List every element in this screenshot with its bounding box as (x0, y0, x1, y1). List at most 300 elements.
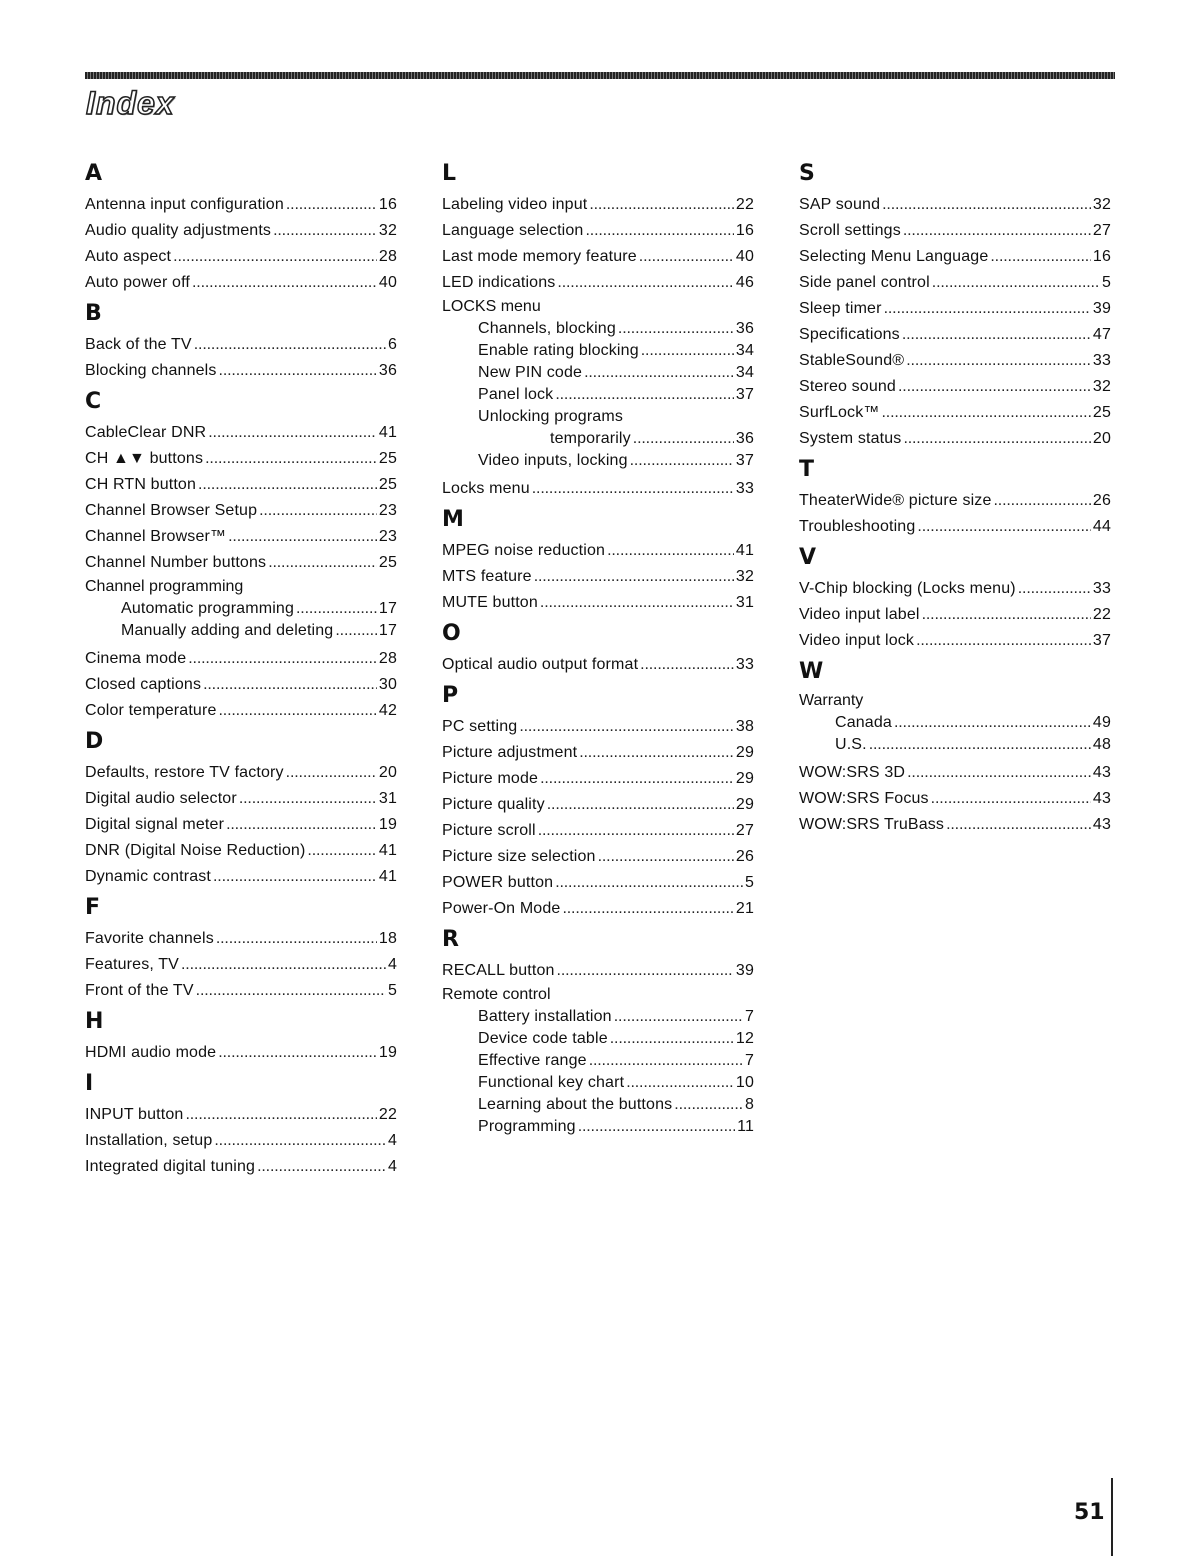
entry-page: 36 (378, 362, 397, 379)
entry-text: Automatic programming (121, 600, 294, 617)
dot-leader (181, 952, 386, 978)
index-entry (85, 698, 397, 724)
entry-text: RECALL button (442, 962, 555, 979)
section-letter: H (85, 1009, 104, 1034)
entry-page: 34 (735, 342, 754, 359)
dot-leader (219, 358, 377, 384)
entry-page: 16 (1092, 248, 1111, 265)
entry-page: 30 (378, 676, 397, 693)
entry-text: CH ▲▼ buttons (85, 450, 204, 467)
dot-leader (257, 1154, 386, 1180)
index-entry (799, 786, 1111, 812)
entry-text: Video input lock (799, 632, 915, 649)
index-entry (85, 786, 397, 812)
entry-text: Specifications (799, 326, 900, 343)
dot-leader (585, 218, 733, 244)
entry-page: 16 (735, 222, 754, 239)
entry-page: 40 (735, 248, 754, 265)
entry-text: Cinema mode (85, 650, 187, 667)
index-entry (799, 296, 1111, 322)
entry-page: 33 (735, 480, 754, 497)
index-entry (442, 362, 754, 384)
index-entry (85, 192, 397, 218)
dot-leader (578, 1116, 735, 1138)
dot-leader (898, 374, 1091, 400)
entry-text: MPEG noise reduction (442, 542, 606, 559)
index-section (799, 658, 1111, 838)
index-entry (85, 270, 397, 296)
entry-page: 23 (378, 502, 397, 519)
entry-page: 48 (1092, 736, 1111, 753)
dot-leader (268, 550, 377, 576)
index-entry (442, 766, 754, 792)
index-entry (442, 384, 754, 406)
entry-text: Color temperature (85, 702, 217, 719)
section-letter: P (442, 683, 459, 708)
dot-leader (286, 192, 377, 218)
dot-leader (239, 786, 377, 812)
dot-leader (990, 244, 1091, 270)
dot-leader (630, 450, 734, 472)
dot-leader (203, 672, 377, 698)
index-entry (442, 340, 754, 362)
index-entry (442, 538, 754, 564)
entry-text: MUTE button (442, 594, 538, 611)
index-entry (799, 734, 1111, 756)
index-entry (442, 218, 754, 244)
entry-text: Last mode memory feature (442, 248, 637, 265)
dot-leader (194, 332, 386, 358)
entry-page: 5 (387, 982, 397, 999)
entry-page: 26 (735, 848, 754, 865)
entry-text: Device code table (478, 1030, 608, 1047)
entry-text: System status (799, 430, 902, 447)
dot-leader (931, 786, 1091, 812)
dot-leader (607, 538, 734, 564)
entry-page: 42 (378, 702, 397, 719)
dot-leader (335, 620, 377, 642)
dot-leader (555, 870, 743, 896)
index-entry (799, 576, 1111, 602)
entry-text: Integrated digital tuning (85, 1158, 256, 1175)
entry-page: 12 (735, 1030, 754, 1047)
entry-text: SurfLock™ (799, 404, 880, 421)
entry-text: Auto power off (85, 274, 190, 291)
entry-text: DNR (Digital Noise Reduction) (85, 842, 306, 859)
index-section (85, 300, 397, 384)
index-entry (799, 602, 1111, 628)
index-entry (442, 1072, 754, 1094)
entry-page: 22 (735, 196, 754, 213)
index-section (85, 1070, 397, 1180)
dot-leader (932, 270, 1100, 296)
entry-text: HDMI audio mode (85, 1044, 217, 1061)
dot-leader (882, 400, 1091, 426)
index-entry (85, 472, 397, 498)
dot-leader (532, 476, 734, 502)
index-entry (85, 498, 397, 524)
entry-page: 34 (735, 364, 754, 381)
entry-text: Picture adjustment (442, 744, 578, 761)
dot-leader (589, 192, 734, 218)
index-entry-group (442, 984, 754, 1138)
entry-text: Channels, blocking (478, 320, 616, 337)
entry-text: Manually adding and deleting (121, 622, 334, 639)
entry-text: Locks menu (442, 480, 530, 497)
dot-leader (598, 844, 734, 870)
entry-text: Channel Number buttons (85, 554, 267, 571)
index-entry (799, 244, 1111, 270)
dot-leader (218, 1040, 377, 1066)
entry-text: V-Chip blocking (Locks menu) (799, 580, 1016, 597)
entry-text: Antenna input configuration (85, 196, 284, 213)
entry-text: Enable rating blocking (478, 342, 639, 359)
entry-page: 41 (378, 424, 397, 441)
index-entry (85, 838, 397, 864)
entry-page: 18 (378, 930, 397, 947)
dot-leader (917, 514, 1090, 540)
entry-page: 17 (378, 600, 397, 617)
entry-page: 19 (378, 816, 397, 833)
index-entry (85, 524, 397, 550)
dot-leader (884, 296, 1091, 322)
section-letter: O (442, 621, 461, 646)
entry-text: PC setting (442, 718, 518, 735)
index-entry (442, 1006, 754, 1028)
entry-page: 25 (378, 476, 397, 493)
entry-page: 32 (378, 222, 397, 239)
dot-leader (208, 420, 377, 446)
entry-page: 32 (1092, 196, 1111, 213)
entry-page: 37 (735, 386, 754, 403)
entry-page: 36 (735, 320, 754, 337)
index-entry (442, 1094, 754, 1116)
dot-leader (555, 384, 734, 406)
entry-text: Effective range (478, 1052, 587, 1069)
entry-page: 6 (387, 336, 397, 353)
entry-page: 41 (378, 842, 397, 859)
index-entry (442, 192, 754, 218)
entry-page: 23 (378, 528, 397, 545)
entry-page: 22 (1092, 606, 1111, 623)
dot-leader (534, 564, 734, 590)
dot-leader (307, 838, 376, 864)
dot-leader (196, 978, 386, 1004)
index-entry (85, 1102, 397, 1128)
entry-text: StableSound® (799, 352, 905, 369)
index-entry (85, 332, 397, 358)
index-entry (442, 590, 754, 616)
dot-leader (894, 712, 1091, 734)
index-entry (442, 1116, 754, 1138)
entry-page: 31 (378, 790, 397, 807)
entry-text: TheaterWide® picture size (799, 492, 992, 509)
index-entry (85, 864, 397, 890)
section-letter: C (85, 389, 102, 414)
index-section (442, 682, 754, 922)
entry-page: 49 (1092, 714, 1111, 731)
entry-text: INPUT button (85, 1106, 184, 1123)
entry-page: 44 (1092, 518, 1111, 535)
section-letter: V (799, 545, 817, 570)
section-letter: A (85, 161, 103, 186)
index-entry (442, 870, 754, 896)
entry-text: WOW:SRS TruBass (799, 816, 945, 833)
entry-page: 28 (378, 650, 397, 667)
dot-leader (259, 498, 377, 524)
index-entry (442, 740, 754, 766)
dot-leader (579, 740, 734, 766)
index-section (85, 894, 397, 1004)
entry-text: Power-On Mode (442, 900, 561, 917)
index-entry (799, 192, 1111, 218)
entry-page: 5 (1101, 274, 1111, 291)
entry-text: Unlocking programs (478, 408, 623, 425)
dot-leader (273, 218, 377, 244)
entry-page: 27 (735, 822, 754, 839)
entry-page: 29 (735, 770, 754, 787)
dot-leader (674, 1094, 743, 1116)
section-letter: M (442, 507, 464, 532)
entry-text: Front of the TV (85, 982, 194, 999)
entry-page: 46 (735, 274, 754, 291)
section-letter: F (85, 895, 101, 920)
index-entry (442, 844, 754, 870)
section-letter: R (442, 927, 459, 952)
index-entry (799, 400, 1111, 426)
dot-leader (994, 488, 1091, 514)
dot-leader (185, 1102, 376, 1128)
entry-text: Troubleshooting (799, 518, 916, 535)
dot-leader (547, 792, 734, 818)
entry-text: Canada (835, 714, 892, 731)
dot-leader (205, 446, 377, 472)
group-heading: Warranty (799, 692, 864, 709)
index-section (85, 1008, 397, 1066)
dot-leader (610, 1028, 734, 1050)
dot-leader (286, 760, 377, 786)
index-entry (85, 952, 397, 978)
index-entry (85, 420, 397, 446)
dot-leader (589, 1050, 743, 1072)
index-entry (85, 218, 397, 244)
section-letter: L (442, 161, 457, 186)
entry-text: New PIN code (478, 364, 583, 381)
dot-leader (296, 598, 377, 620)
entry-page: 22 (378, 1106, 397, 1123)
entry-text: CableClear DNR (85, 424, 207, 441)
section-letter: W (799, 659, 824, 684)
section-letter: D (85, 729, 104, 754)
dot-leader (188, 646, 377, 672)
entry-text: Video input label (799, 606, 920, 623)
entry-page: 28 (378, 248, 397, 265)
dot-leader (226, 812, 377, 838)
entry-page: 4 (387, 956, 397, 973)
entry-page: 41 (735, 542, 754, 559)
entry-text: Battery installation (478, 1008, 612, 1025)
dot-leader (906, 348, 1091, 374)
entry-text: Audio quality adjustments (85, 222, 272, 239)
dot-leader (946, 812, 1091, 838)
entry-page: 8 (744, 1096, 754, 1113)
entry-text: Digital signal meter (85, 816, 225, 833)
entry-text: U.S. (835, 736, 867, 753)
dot-leader (903, 218, 1091, 244)
index-entry (442, 958, 754, 984)
entry-text: LED indications (442, 274, 556, 291)
index-entry (85, 244, 397, 270)
entry-text: POWER button (442, 874, 554, 891)
index-entry (442, 428, 754, 450)
entry-page: 20 (1092, 430, 1111, 447)
entry-text: Auto aspect (85, 248, 172, 265)
entry-text: Dynamic contrast (85, 868, 211, 885)
index-entry (799, 374, 1111, 400)
dot-leader (584, 362, 734, 384)
index-entry (85, 550, 397, 576)
index-entry (85, 620, 397, 642)
index-section (442, 620, 754, 678)
entry-page: 40 (378, 274, 397, 291)
dot-leader (216, 926, 377, 952)
entry-page: 33 (1092, 580, 1111, 597)
entry-text: Favorite channels (85, 930, 214, 947)
index-entry (442, 1050, 754, 1072)
entry-page: 16 (378, 196, 397, 213)
entry-text: Stereo sound (799, 378, 896, 395)
dot-leader (198, 472, 377, 498)
entry-page: 29 (735, 796, 754, 813)
entry-page: 4 (387, 1132, 397, 1149)
dot-leader (557, 958, 734, 984)
index-entry (85, 812, 397, 838)
index-entry (85, 446, 397, 472)
entry-page: 26 (1092, 492, 1111, 509)
index-section (442, 926, 754, 1138)
section-letter: T (799, 457, 815, 482)
index-entry (442, 270, 754, 296)
page-title: Index (86, 85, 175, 121)
entry-text: Scroll settings (799, 222, 901, 239)
entry-page: 43 (1092, 790, 1111, 807)
index-entry (442, 318, 754, 340)
entry-page: 36 (735, 430, 754, 447)
section-letter: I (85, 1071, 94, 1096)
entry-page: 21 (735, 900, 754, 917)
index-entry (85, 1040, 397, 1066)
index-entry (799, 426, 1111, 452)
entry-page: 19 (378, 1044, 397, 1061)
index-section (442, 160, 754, 502)
dot-leader (640, 652, 734, 678)
entry-page: 25 (378, 450, 397, 467)
page-number-rule (1111, 1478, 1113, 1556)
dot-leader (922, 602, 1091, 628)
dot-leader (618, 318, 734, 340)
entry-text: Blocking channels (85, 362, 217, 379)
entry-text: Defaults, restore TV factory (85, 764, 284, 781)
dot-leader (562, 896, 733, 922)
index-entry (85, 646, 397, 672)
entry-text: Channel Browser™ (85, 528, 227, 545)
index-entry (85, 672, 397, 698)
index-entry (799, 270, 1111, 296)
entry-text: Sleep timer (799, 300, 882, 317)
index-entry (442, 450, 754, 472)
dot-leader (633, 428, 734, 450)
entry-page: 43 (1092, 764, 1111, 781)
dot-leader (869, 734, 1091, 756)
entry-page: 39 (1092, 300, 1111, 317)
entry-text: Digital audio selector (85, 790, 237, 807)
entry-page: 38 (735, 718, 754, 735)
index-section (85, 388, 397, 724)
section-letter: B (85, 301, 102, 326)
group-heading: Channel programming (85, 578, 244, 595)
dot-leader (538, 818, 734, 844)
entry-text: Language selection (442, 222, 584, 239)
dot-leader (228, 524, 377, 550)
entry-text: Selecting Menu Language (799, 248, 989, 265)
index-section (799, 544, 1111, 654)
entry-text: Learning about the buttons (478, 1096, 673, 1113)
entry-page: 5 (744, 874, 754, 891)
dot-leader (213, 864, 377, 890)
dot-leader (540, 766, 734, 792)
index-section (799, 456, 1111, 540)
entry-page: 32 (1092, 378, 1111, 395)
entry-text: SAP sound (799, 196, 881, 213)
index-entry (442, 1028, 754, 1050)
group-heading: Remote control (442, 986, 551, 1003)
entry-text: Optical audio output format (442, 656, 639, 673)
index-section (799, 160, 1111, 452)
index-entry (799, 628, 1111, 654)
index-entry (85, 978, 397, 1004)
index-entry (442, 818, 754, 844)
dot-leader (557, 270, 733, 296)
entry-text: WOW:SRS Focus (799, 790, 929, 807)
index-entry (85, 926, 397, 952)
index-entry (85, 760, 397, 786)
entry-page: 7 (744, 1052, 754, 1069)
index-entry (442, 792, 754, 818)
index-section (85, 728, 397, 890)
index-entry (442, 652, 754, 678)
index-section (442, 506, 754, 616)
index-entry (442, 714, 754, 740)
entry-page: 37 (735, 452, 754, 469)
entry-page: 47 (1092, 326, 1111, 343)
entry-page: 27 (1092, 222, 1111, 239)
dot-leader (882, 192, 1091, 218)
index-column-3 (799, 160, 1111, 842)
index-entry (799, 488, 1111, 514)
index-column-2 (442, 160, 754, 1142)
entry-text: Closed captions (85, 676, 202, 693)
index-entry (85, 1128, 397, 1154)
index-entry (442, 406, 754, 428)
dot-leader (1018, 576, 1091, 602)
dot-leader (614, 1006, 743, 1028)
entry-text: Picture scroll (442, 822, 536, 839)
entry-page: 20 (378, 764, 397, 781)
group-heading: LOCKS menu (442, 298, 541, 315)
index-entry (799, 322, 1111, 348)
index-entry (799, 514, 1111, 540)
dot-leader (519, 714, 734, 740)
